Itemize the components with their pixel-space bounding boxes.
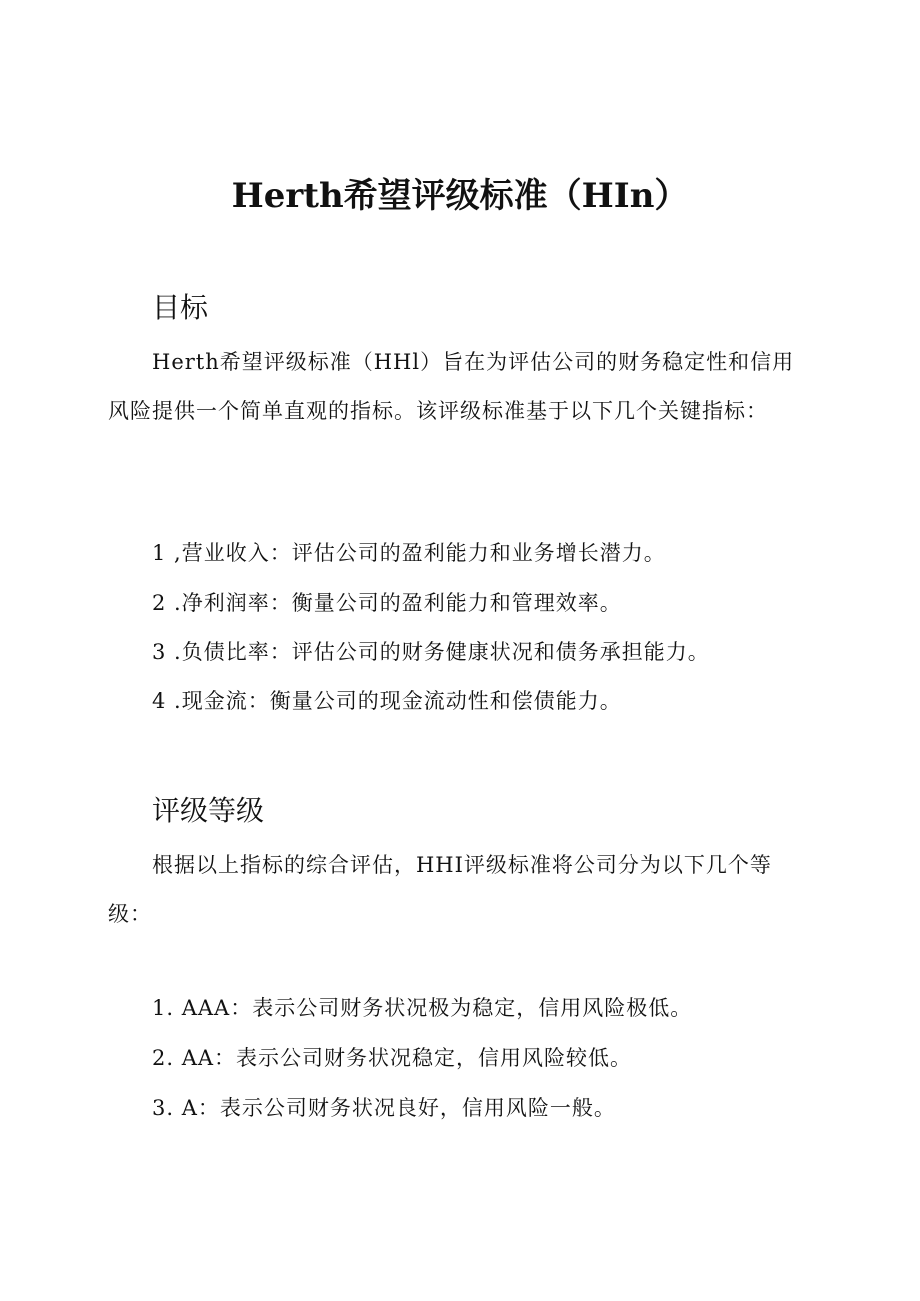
list-item: 2. AA：表示公司财务状况稳定，信用风险较低。	[152, 1046, 633, 1070]
list-item: 4 .现金流：衡量公司的现金流动性和偿债能力。	[152, 689, 622, 713]
section-paragraph-objective: Herth希望评级标准（HHl）旨在为评估公司的财务稳定性和信用风险提供一个简单直观的指标。该评级标准基于以下几个关键指标：	[108, 350, 795, 423]
list-item: 3 .负债比率：评估公司的财务健康状况和债务承担能力。	[152, 640, 710, 664]
section-heading-objective: 目标	[152, 291, 209, 324]
section-paragraph-rating-levels: 根据以上指标的综合评估，HHI评级标准将公司分为以下几个等级：	[108, 853, 772, 926]
list-item: 3. A：表示公司财务状况良好，信用风险一般。	[152, 1096, 616, 1120]
list-item: 1 ,营业收入：评估公司的盈利能力和业务增长潜力。	[152, 541, 666, 565]
section-heading-rating-levels: 评级等级	[152, 794, 265, 827]
document-title: Herth希望评级标准（HIn）	[231, 176, 689, 216]
list-item: 1. AAA：表示公司财务状况极为稳定，信用风险极低。	[152, 996, 693, 1020]
list-item: 2 .净利润率：衡量公司的盈利能力和管理效率。	[152, 591, 622, 615]
